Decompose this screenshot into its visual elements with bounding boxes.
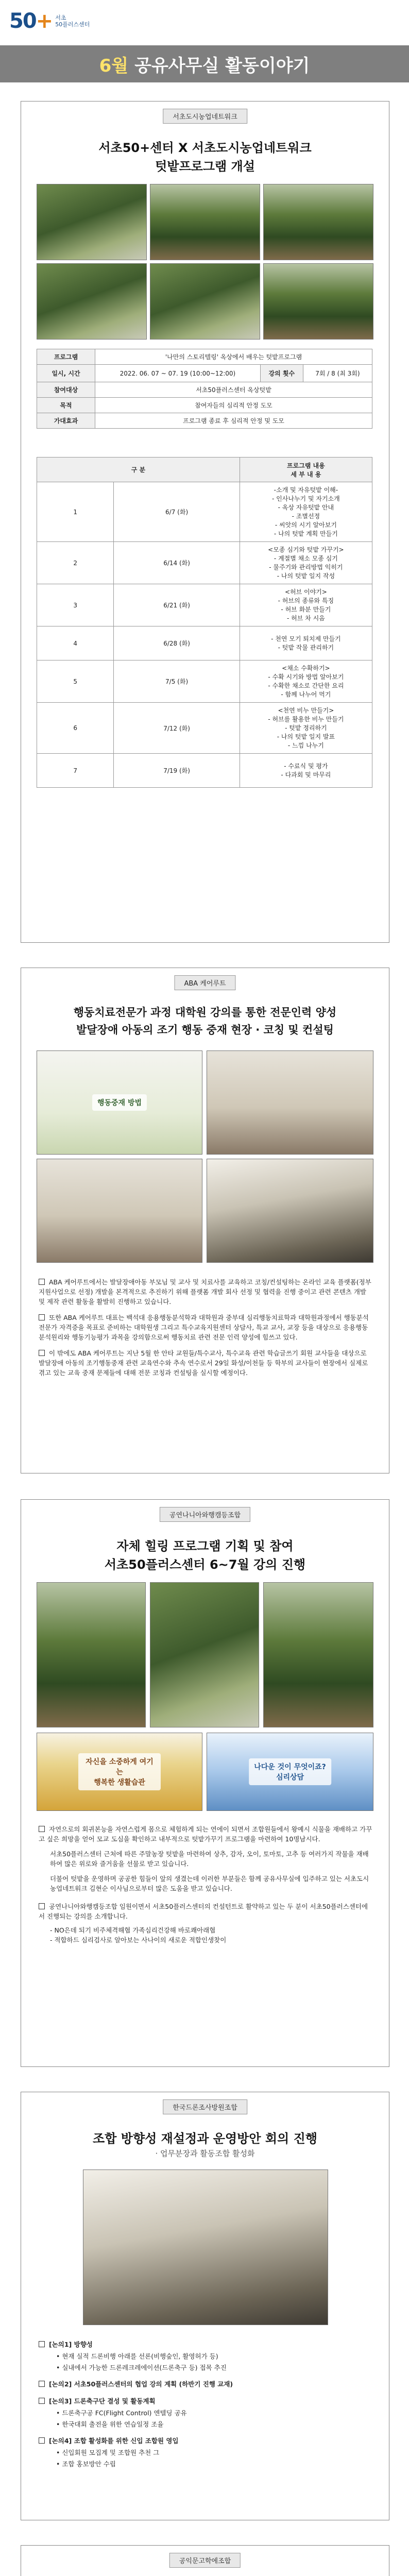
schedule-line: - 텃밭 작물 관리하기 xyxy=(278,643,334,651)
schedule-content xyxy=(240,542,372,584)
schedule-content xyxy=(240,626,372,660)
schedule-row xyxy=(37,482,372,542)
agenda-subitem xyxy=(39,2448,373,2458)
photo-consulting xyxy=(207,1159,373,1263)
schedule-line: - 수확 시기와 방법 알아보기 xyxy=(268,673,344,681)
program-value: '나만의 스토리텔링' 옥상에서 배우는 텃밭프로그램 xyxy=(95,349,372,365)
program-info-table xyxy=(37,349,372,429)
agenda-subitem-text: 현재 실적 드론비행 아래를 선론(비행숲인, 활영허가 등) xyxy=(62,2352,218,2360)
section-title: 조합 방향성 재설정과 운영방안 회의 진행 xyxy=(93,2131,317,2146)
section-label: ABA 케어루트 xyxy=(174,975,235,990)
healing-para-2: 서초50플러스센터 근처에 따른 주말농장 텃밭을 마련하여 상추, 감자, 오이, 토마토, 고추 등 여러가지 작물을 재배하여 많은 위로와 즐거움을 선물로 받고 있습니다. xyxy=(50,1850,369,1868)
bullet-icon: • xyxy=(56,2409,62,2417)
spacer xyxy=(39,2374,373,2379)
healing-paragraphs xyxy=(39,1824,373,1945)
agenda-subitem xyxy=(39,2459,373,2469)
schedule-no: 4 xyxy=(37,626,114,660)
count-value: 7회 / 8 (최 3회) xyxy=(303,365,372,382)
schedule-line: - 허브 화분 만들기 xyxy=(281,605,331,613)
schedule-content xyxy=(240,482,372,542)
schedule-header-col2: 프로그램 내용 세 부 내 용 xyxy=(240,457,372,482)
agenda-subitem xyxy=(39,2408,373,2418)
poster-counseling xyxy=(207,1733,373,1811)
logo xyxy=(9,9,90,33)
effect-label: 가대효과 xyxy=(37,413,95,429)
agenda-subitem xyxy=(39,2351,373,2361)
section-title: 자체 힐링 프로그램 기획 및 참여 xyxy=(116,1539,294,1553)
section-title: 행동치료전문가 과정 대학원 강의를 통한 전문인력 양성 xyxy=(73,1006,337,1019)
schedule-line: - 인사나누기 및 자기소개 xyxy=(272,495,340,502)
photo-cooperative-meeting xyxy=(83,2170,328,2325)
schedule-date: 7/12 (화) xyxy=(114,703,240,754)
schedule-line: - 나의 텃밭 일지 발표 xyxy=(277,733,335,740)
target-label: 참여대상 xyxy=(37,382,95,398)
schedule-line: - 물주기와 관리방법 익히기 xyxy=(269,563,343,571)
bullet-icon: • xyxy=(56,2352,62,2360)
agenda-item xyxy=(39,2436,373,2446)
photo-weekend-farm-3 xyxy=(263,1582,373,1727)
schedule-line: - 계절별 채소 모종 심기 xyxy=(274,554,338,562)
agenda-item xyxy=(39,2396,373,2406)
slide-caption: 행동중재 방법 xyxy=(92,1094,147,1111)
page-title-bar xyxy=(0,45,409,82)
schedule-header-col1: 구 분 xyxy=(37,457,240,482)
section-label: 한국드론조사방원조합 xyxy=(163,2099,247,2114)
schedule-line: <모종 심기와 텃밭 가꾸기> xyxy=(268,546,344,553)
aba-para-2: 또한 ABA 케어루트 대표는 백석대 응용행동분석학과 대학원과 중부대 심리행동치료학과 대학원과정에서 행동분석전문가 자격증을 목표로 준비하는 대학원생 그리고 특수교육지원센터 상담사, 특교 교사, 교장 등을 대상으로 응용행동분석원리와 행동기능평가 과목을 강의함으로써 행동치료 관련 전문 인력 양성에 힘쓰고 있다. xyxy=(39,1314,369,1341)
photo-rooftop-garden-3 xyxy=(263,184,373,260)
photo-participants-1 xyxy=(37,263,147,340)
agenda-subitem xyxy=(39,2363,373,2372)
schedule-date: 7/5 (화) xyxy=(114,660,240,703)
schedule-line: - 함께 나누어 먹기 xyxy=(281,690,331,698)
logo-subtitle: 서초 50플러스센터 xyxy=(55,14,90,28)
bullet-icon: • xyxy=(56,2449,62,2456)
section-label: 서초도시농업네트워크 xyxy=(163,109,247,124)
schedule-line: - 허브를 활용한 비누 만들기 xyxy=(268,715,344,723)
schedule-line: - 수료식 및 평가 xyxy=(284,762,328,770)
schedule-line: - 씨앗의 시기 알아보기 xyxy=(275,521,337,529)
poster-counseling-caption: 나다운 것이 무엇이죠? 심리상담 xyxy=(249,1758,331,1785)
section-healing-program xyxy=(21,1499,389,2067)
schedule-no: 6 xyxy=(37,703,114,754)
schedule-line: <천연 비누 만들기> xyxy=(278,706,334,714)
schedule-line: - 나의 텃밭 계획 만들기 xyxy=(274,530,338,537)
agenda-subitem-text: 한국대회 출전을 위한 연습일정 조율 xyxy=(62,2420,164,2428)
date-label: 일시, 시간 xyxy=(37,365,95,382)
photo-rooftop-garden-2 xyxy=(150,184,260,260)
agenda-subitem-text: 신입회원 모집계 및 조합원 추천 그 xyxy=(62,2449,160,2456)
photo-weekend-farm-2 xyxy=(150,1582,259,1727)
agenda-subitem-text: 실내에서 가능한 드론레크레에이션(드론축구 등) 접목 추진 xyxy=(62,2364,227,2371)
spacer xyxy=(39,2431,373,2436)
photo-rooftop-garden-1 xyxy=(37,184,147,260)
schedule-date: 6/28 (화) xyxy=(114,626,240,660)
healing-para-4: 공연나니아와행캠등조합 임원이면서 서초50플러스센터의 컨설턴트로 활약하고 있는 두 분이 서초50플러스센터에서 진행되는 강의를 소개합니다. xyxy=(39,1903,368,1920)
aba-para-3: 이 밖에도 ABA 케어루트는 지난 5월 한 안타 교원들/특수교사, 특수교육 관련 학습글쓰기 회원 교사들을 대상으로 발달장애 아동의 조기행동중재 관련 교육연수와 추속 연수로서 29일 화성/이천들 등 학부의 교사들이 현장에서 실제로 겪고 있는 교육 중재 문제들에 대해 전문 코칭과 컨설팅을 실시할 예정이다. xyxy=(39,1349,368,1377)
section-label: 공연나니아와행캠등조합 xyxy=(160,1507,250,1522)
schedule-line: <허브 이야기> xyxy=(284,588,327,596)
header xyxy=(0,0,409,45)
section-urban-farming xyxy=(21,101,389,943)
schedule-date: 6/7 (화) xyxy=(114,482,240,542)
schedule-content xyxy=(240,584,372,626)
poster-happy-habits-caption: 자신을 소중하게 여기는 행복한 생활습관 xyxy=(78,1753,161,1790)
schedule-content xyxy=(240,660,372,703)
schedule-line: - 허브의 종류와 특징 xyxy=(278,597,334,604)
section-subtitle: 서초50플러스센터 6~7월 강의 진행 xyxy=(104,1557,306,1572)
section-public-campaign xyxy=(21,2545,389,2576)
bullet-icon: • xyxy=(56,2364,62,2371)
count-label: 강의 횟수 xyxy=(260,365,303,382)
schedule-row xyxy=(37,754,372,788)
schedule-content xyxy=(240,754,372,788)
program-label: 프로그램 xyxy=(37,349,95,365)
schedule-no: 3 xyxy=(37,584,114,626)
schedule-no: 7 xyxy=(37,754,114,788)
bullet-icon: • xyxy=(56,2460,62,2468)
drone-agenda-list xyxy=(39,2340,373,2476)
date-value: 2022. 06. 07 ~ 07. 19 (10:00~12:00) xyxy=(95,365,261,382)
agenda-item xyxy=(39,2379,373,2389)
healing-para-6: - 적합하드 심리검사로 알아보는 사나이의 새로운 적합인생찾이 xyxy=(50,1936,227,1944)
schedule-row xyxy=(37,626,372,660)
schedule-no: 5 xyxy=(37,660,114,703)
section-label: 공익문고학에조합 xyxy=(169,2553,241,2568)
purpose-label: 목적 xyxy=(37,398,95,413)
schedule-line: - 허브 차 시음 xyxy=(287,614,325,622)
schedule-line: - 나의 텃밭 일지 작성 xyxy=(277,572,335,580)
aba-paragraphs xyxy=(39,1277,373,1378)
agenda-item xyxy=(39,2340,373,2349)
schedule-row xyxy=(37,660,372,703)
agenda-heading: [논의1] 방향성 xyxy=(49,2341,93,2348)
healing-para-5: - NO은데 되기 비주체격해협 가족심리건강해 바로쾌아래협 xyxy=(50,1926,216,1934)
agenda-heading: [논의4] 조합 활성화를 위한 신입 조합원 영입 xyxy=(49,2437,179,2445)
schedule-line: - 다과회 및 마무리 xyxy=(281,771,331,778)
schedule-date: 7/19 (화) xyxy=(114,754,240,788)
schedule-line: - 텃밭 정리하기 xyxy=(285,724,327,732)
effect-value: 프로그램 종료 후 심리적 안정 및 도모 xyxy=(95,413,372,429)
schedule-row xyxy=(37,703,372,754)
schedule-line: -소개 및 자유텃밭 이해- xyxy=(274,486,338,494)
photo-lecture-room xyxy=(207,1050,373,1155)
photo-participants-3 xyxy=(263,263,373,340)
spacer xyxy=(39,2470,373,2476)
target-value: 서초50플러스센터 옥상텃밭 xyxy=(95,382,372,398)
schedule-line: - 수확한 채소로 간단한 요리 xyxy=(268,682,344,689)
section-title: 서초50+센터 X 서초도시농업네트워크 xyxy=(98,141,312,155)
schedule-no: 1 xyxy=(37,482,114,542)
page-title: 공유사무실 활동이야기 xyxy=(134,55,310,76)
healing-para-3: 더불어 텃밭을 운영하며 공공한 힘들이 앞의 생겼는데 이러한 부분들은 함께 공유사무실에 입주하고 있는 서초도시농업네트워크 김현순 이사님으로부터 많은 도움을 받고 있습니다. xyxy=(50,1875,369,1892)
section-drone-cooperative xyxy=(21,2092,389,2520)
agenda-heading: [논의3] 드론축구단 결성 및 활동계획 xyxy=(49,2397,156,2405)
section-aba-careroute xyxy=(21,968,389,1473)
schedule-line: - 천연 모기 퇴치제 만들기 xyxy=(271,635,341,642)
schedule-content xyxy=(240,703,372,754)
schedule-line: - 느낌 나누기 xyxy=(287,741,324,749)
photo-weekend-farm-1 xyxy=(37,1582,146,1727)
schedule-row xyxy=(37,542,372,584)
bullet-icon: • xyxy=(56,2420,62,2428)
agenda-subitem-text: 조합 홍보방안 수립 xyxy=(62,2460,116,2468)
schedule-date: 6/21 (화) xyxy=(114,584,240,626)
photo-lecture-class xyxy=(37,1159,202,1263)
agenda-heading: [논의2] 서초50플러스센터의 협업 강의 계획 (하반기 진행 교재) xyxy=(49,2380,233,2388)
schedule-row xyxy=(37,584,372,626)
schedule-line: - 옥상 자유텃밭 안내 xyxy=(278,503,334,511)
purpose-value: 참여자들의 심리적 안정 도모 xyxy=(95,398,372,413)
photo-participants-2 xyxy=(150,263,260,340)
schedule-no: 2 xyxy=(37,542,114,584)
poster-happy-habits xyxy=(37,1733,202,1811)
schedule-table xyxy=(37,457,372,788)
schedule-line: <채소 수확하기> xyxy=(282,664,330,672)
section-subtitle: 텃밭프로그램 개설 xyxy=(155,159,255,174)
healing-para-1: 자연으로의 회귀본능을 자연스럽게 몸으로 체험하게 되는 연에이 되면서 조합원들에서 왕예시 식물을 재배하고 가꾸고 싶은 희망을 얻어 모교 도심을 확인하고 내부적으로 텃밭가꾸기 프로그램을 마련하여 10명남시다. xyxy=(39,1825,372,1843)
logo-mark: 50+ xyxy=(9,9,53,33)
section-subtitle: · 업무분장과 활동조합 활성화 xyxy=(155,2149,255,2158)
page-title-month: 6월 xyxy=(99,55,129,76)
spacer xyxy=(39,2391,373,2396)
agenda-subitem xyxy=(39,2419,373,2429)
section-subtitle: 발달장애 아동의 조기 행동 중재 현장 · 코칭 및 컨설팅 xyxy=(76,1024,334,1036)
schedule-date: 6/14 (화) xyxy=(114,542,240,584)
aba-para-1: ABA 케어루트에서는 발달장애아동 부모님 및 교사 및 치료사를 교육하고 코칭/컨설팅하는 온라인 교육 플랫폼(정부지원사업으로 선정) 개발을 본격적으로 추진하기 위해 플랫폼 개발 회사 선정 및 협력을 진행 중이고 관련 콘텐츠 개발 및 제작 관련 활동을 활발히 진행하고 있습니다. xyxy=(39,1278,371,1306)
agenda-subitem-text: 드론축구공 FC(Flight Control) 엔텔딩 공유 xyxy=(62,2409,187,2417)
photo-lecture-slide xyxy=(37,1050,202,1155)
schedule-line: - 조별선정 xyxy=(292,512,320,520)
